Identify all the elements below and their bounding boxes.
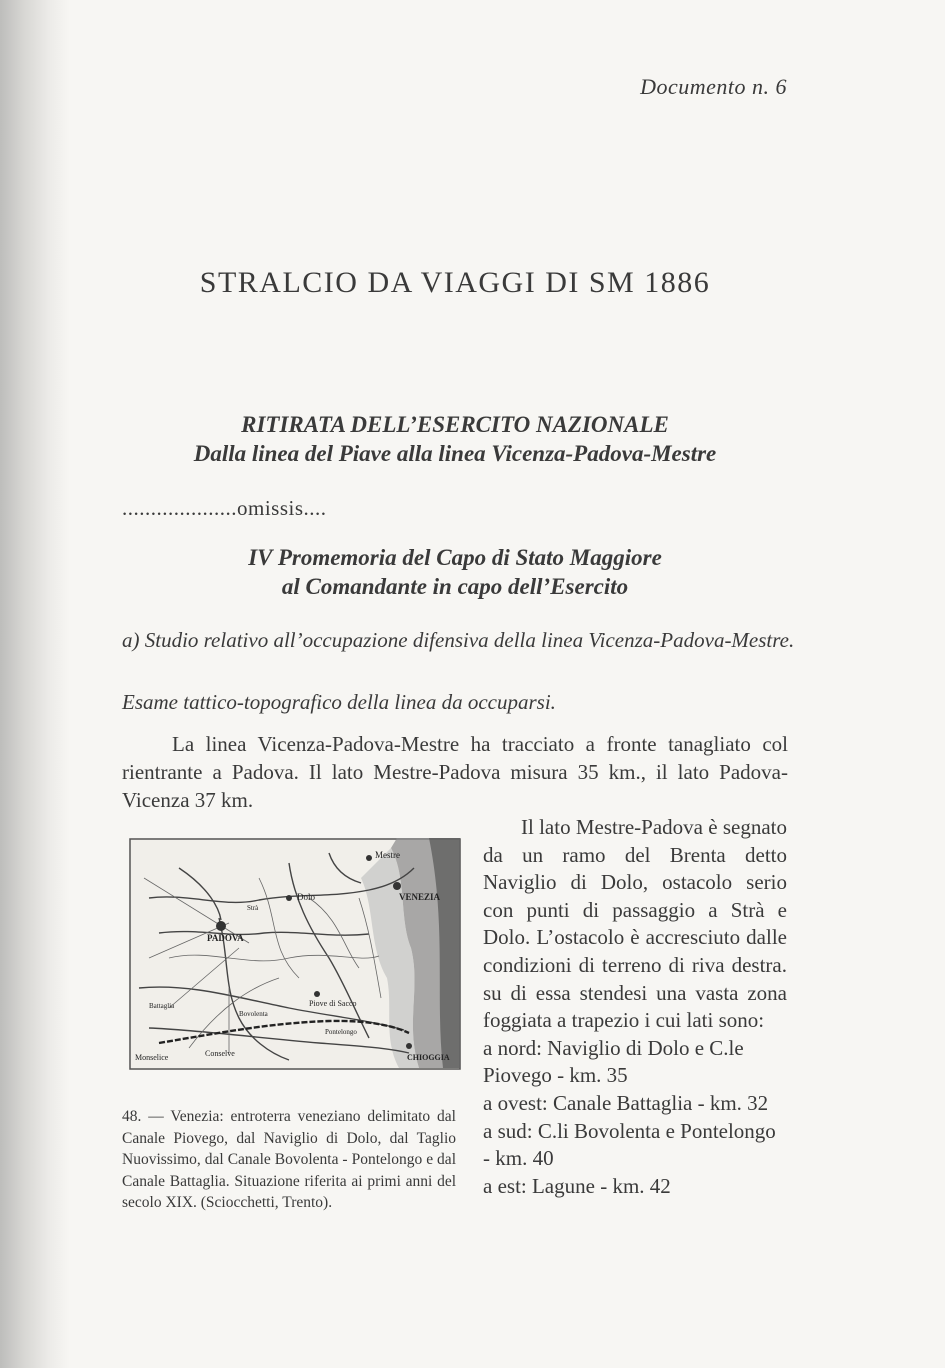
map-label-stra: Strà <box>247 904 259 912</box>
body-paragraph <box>122 730 788 814</box>
map-label-battaglia: Battaglia <box>149 1002 175 1010</box>
subsection-heading <box>0 543 910 601</box>
map-label-venezia: VENEZIA <box>399 892 441 902</box>
map-label-monselice: Monselice <box>135 1053 169 1062</box>
section-heading <box>0 410 910 468</box>
page-title: STRALCIO DA VIAGGI DI SM 1886 <box>199 266 711 299</box>
side-west: a ovest: Canale Battaglia - km. 32 <box>483 1090 769 1115</box>
map-label-pontelongo: Pontelongo <box>325 1028 357 1036</box>
right-column <box>483 814 787 1200</box>
historical-map <box>129 838 461 1070</box>
omissis-marker: ....................omissis.... <box>122 496 327 520</box>
side-east: a est: Lagune - km. 42 <box>483 1173 671 1198</box>
document-number: Documento n. 6 <box>640 74 787 99</box>
map-label-chioggia: CHIOGGIA <box>407 1053 450 1062</box>
item-a: a) Studio relativo all’occupazione difensiva della linea Vicenza-Padova-Mestre. <box>122 628 795 652</box>
section-heading-line1: RITIRATA DELL’ESERCITO NAZIONALE <box>241 412 669 437</box>
subsection-heading-line2: al Comandante in capo dell’Esercito <box>281 574 629 599</box>
map-label-mestre: Mestre <box>375 850 400 860</box>
map-caption: 48. — Venezia: entroterra veneziano delimitato dal Canale Piovego, dal Naviglio di Dolo, dal Taglio Nuovissimo, dal Canale Bovolenta - Pontelongo e dal Canale Battaglia. Situazione riferita ai primi anni del secolo XIX. (Sciocchetti, Trento). <box>122 1108 456 1211</box>
side-south: a sud: C.li Bovolenta e Pontelongo - km. 40 <box>483 1118 776 1171</box>
map-label-padova: PADOVA <box>207 933 244 943</box>
binding-shadow <box>0 0 70 1368</box>
right-column-text: Il lato Mestre-Padova è segnato da un ramo del Brenta detto Naviglio di Dolo, ostacolo serio con punti di passaggio a Strà e Dolo. L’ostacolo è accresciuto dalle condizioni di terreno di riva destra. su di essa stendesi una vasta zona foggiata a trapezio i cui lati sono: <box>483 815 787 1033</box>
body-paragraph-text: La linea Vicenza-Padova-Mestre ha tracciato a fronte tanagliato col rientrante a Padova. Il lato Mestre-Padova misura 35 km., il lato Padova-Vicenza 37 km. <box>122 732 788 812</box>
side-north: a nord: Naviglio di Dolo e C.le Piovego - km. 35 <box>483 1035 744 1088</box>
map-label-conselve: Conselve <box>205 1049 235 1058</box>
subsection-heading-line1: IV Promemoria del Capo di Stato Maggiore <box>248 545 662 570</box>
map-label-dolo: Dolo <box>297 892 315 902</box>
exam-heading: Esame tattico-topografico della linea da occuparsi. <box>122 690 556 714</box>
map-label-piove: Piove di Sacco <box>309 999 357 1008</box>
map-label-bovolenta: Bovolenta <box>239 1010 268 1018</box>
section-heading-line2: Dalla linea del Piave alla linea Vicenza-Padova-Mestre <box>193 441 717 466</box>
